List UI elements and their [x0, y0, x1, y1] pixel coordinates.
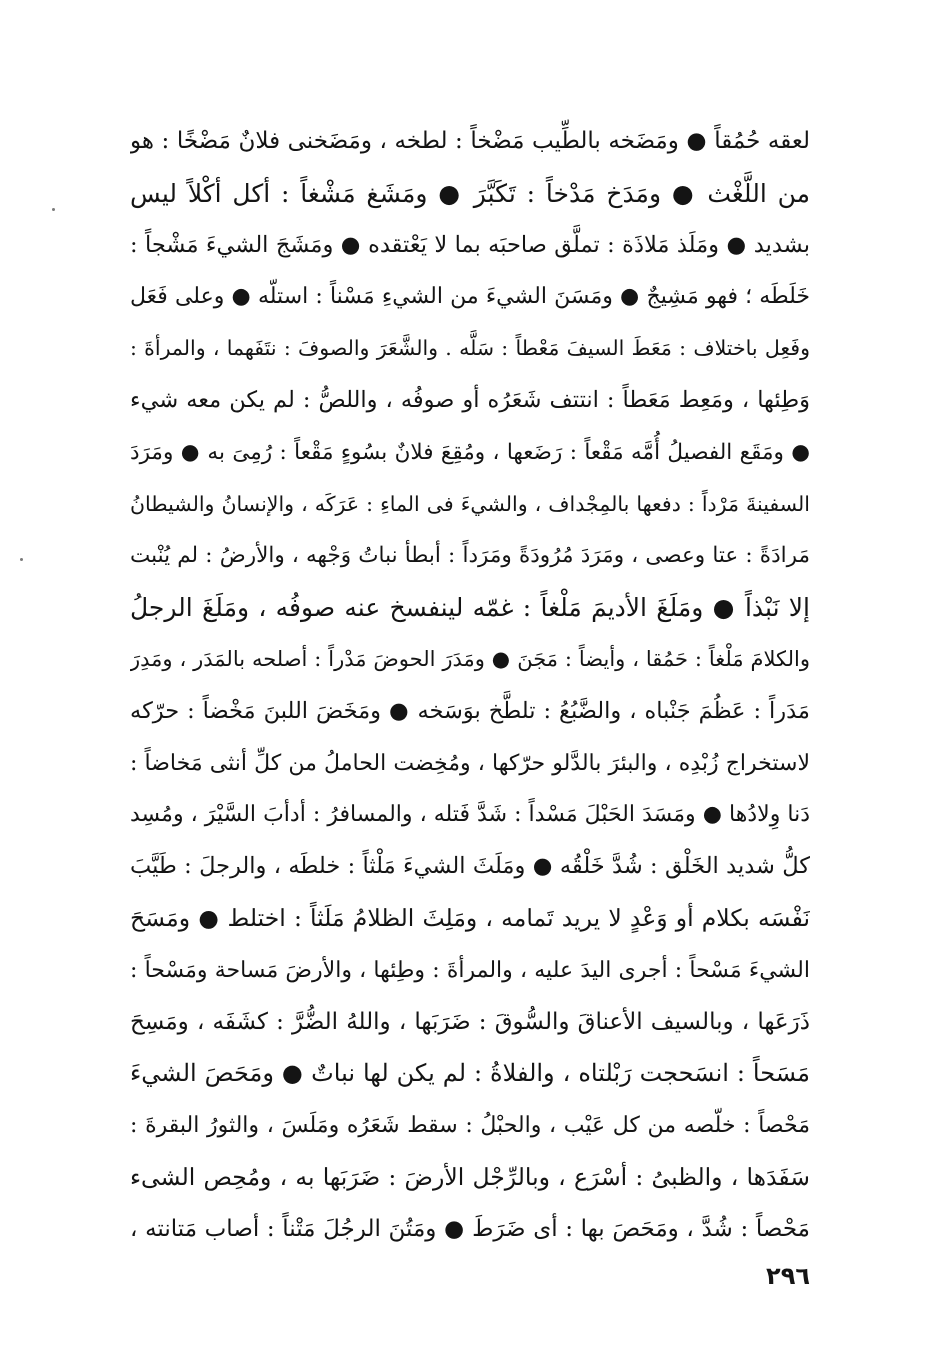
- text-line: إلا نَبْذاً ● ومَلَغَ الأديمَ مَلْغاً : غمّه لينفسخ عنه صوفُه ، ومَلَغَ الرجلُ: [130, 593, 810, 623]
- text-line: ● ومَقَع الفصيلُ أُمَّه مَقْعاً : رَضَعها ، ومُقِعَ فلانٌ بسُوءٍ مَقْعاً : رُمِىَ به ● ومَرَدَ: [130, 439, 810, 465]
- text-line: خَلَطَه ؛ فهو مَشِيجٌ ● ومَسَنَ الشيءَ من الشيءِ مَسْناً : استلّه ● وعلى فَعَل: [130, 284, 810, 310]
- text-line: مَحْصاً : شُدَّ ، ومَحَصَ بها : أى ضَرَطَ ● ومَتُنَ الرجُلَ مَتْناً : أصاب مَتانته ،: [130, 1215, 810, 1242]
- text-line: نَفْسَه بكلام أو وَعْدٍ لا يريد تَمامه ، ومَلِثَ الظلامُ مَلَثاً : اختلط ● ومَسَحَ: [130, 903, 810, 932]
- text-line: من اللَّغْث ● ومَدَخ مَدْخاً : تَكَبَّرَ ● ومَشَغ مَشْغاً : أكل أكْلاً ليس: [130, 178, 810, 208]
- text-line: مَسَحاً : انسَحجت رَبْلتاه ، والفلاةُ : لم يكن لها نباتٌ ● ومَحَصَ الشيءَ: [130, 1059, 810, 1088]
- text-line: والكلامَ مَلْغاً : حَمُقا ، وأيضاً : مَجَنَ ● ومَدَرَ الحوضَ مَدْراً : أصلحه بالمَدَر ، ومَدِرَ: [130, 646, 810, 671]
- text-line: كلُّ شديد الخَلْق : شُدَّ خَلْقُه ● ومَلَثَ الشيءَ مَلْثاً : خلطَه ، والرجلَ : طَيَّبَ: [130, 853, 810, 880]
- text-line: سَفَدَها ، والظبىُ : أسْرَع ، وبالرِّجْل الأرضَ : ضَرَبَها به ، ومُحِص الشىء: [130, 1162, 810, 1191]
- text-line: بشديد ● ومَلَذ مَلاذَة : تملَّق صاحبَه بما لا يَعْتقده ● ومَشَجَ الشيءَ مَشْجاً :: [130, 231, 810, 258]
- text-line: لعقه حُمُقاً ● ومَضَخه بالطِّيب مَضْخاً : لطخه ، ومَضَخنى فلانٌ مَضْخًا : هو: [130, 128, 810, 154]
- text-line: السفينةَ مَرْداً : دفعها بالمِجْداف ، والشيءَ فى الماءِ : عَرَكَه ، والإنسانُ والشيطانُ: [130, 491, 810, 516]
- text-line: الشيءَ مَسْحاً : أجرى اليدَ عليه ، والمرأةَ : وطِئها ، والأرضَ مَساحة ومَسْحاً :: [130, 957, 810, 983]
- text-line: وفَعِل باختلاف : مَعَطَ السيفَ مَعْطاً : سَلَّه . والشَّعَرَ والصوفَ : نتَفَهما ، والمرأةَ :: [130, 336, 810, 361]
- body-text: [130, 116, 810, 1256]
- text-line: دَنا وِلادُها ● ومَسَدَ الحَبْلَ مَسْداً : شَدَّ فَتله ، والمسافرُ : أدأبَ السَّيْرَ ، ومُسِد: [130, 802, 810, 828]
- scan-speck: [52, 208, 55, 211]
- text-line: مَدَراً : عَظُمَ جَنْباه ، والضَّبُعُ : تلطَّخ بوَسَخه ● ومَخَضَ اللبنَ مَخْضاً : حرّكه: [130, 697, 810, 724]
- scan-speck: [20, 558, 23, 561]
- text-line: مَحْصاً : خلّصه من كل عَيْب ، والحبْلُ : سقط شَعَرُه ومَلَسَ ، والثورُ البقرةَ :: [130, 1113, 810, 1139]
- text-line: مَرادَةً : عتا وعصى ، ومَرَدَ مُرُودَةً ومَرَداً : أبطأ نباتُ وَجْهه ، والأرضُ : لم يُنْبت: [130, 543, 810, 569]
- page-number: ٢٩٦: [766, 1262, 810, 1290]
- text-line: ذَرَعَها ، وبالسيف الأعناقَ والسُّوقَ : ضَرَبَها ، واللهُ الضُّرَّ : كشَفَه ، ومَسِحَ: [130, 1008, 810, 1035]
- text-line: وَطِئها ، ومَعِط مَعَطاً : انتتف شَعَرُه أو صوفُه ، واللصُّ : لم يكن معه شيء: [130, 386, 810, 413]
- text-line: لاستخراج زُبْدِه ، والبئرَ بالدَّلو حرّكها ، ومُخِضت الحاملُ من كلِّ أنثى مَخاضاً :: [130, 750, 810, 776]
